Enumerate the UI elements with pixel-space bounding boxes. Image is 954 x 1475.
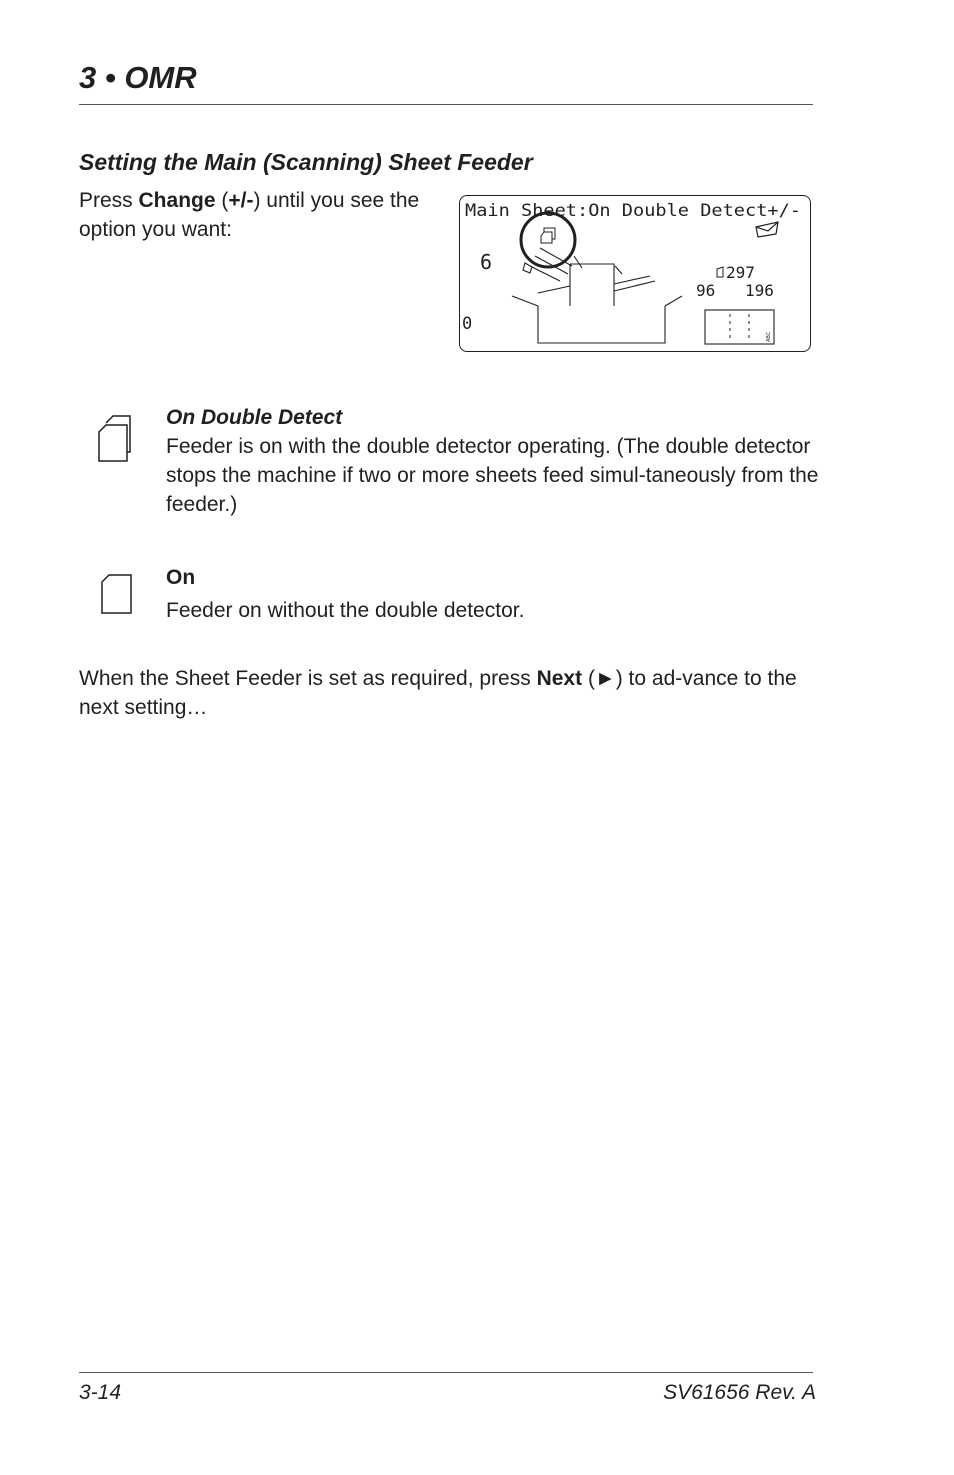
closing-post: ) to ad-vance to the next setting… [79, 667, 797, 719]
stacker-box [705, 310, 774, 344]
plus-minus-key-label: +/- [228, 189, 254, 212]
highlight-circle [521, 213, 575, 267]
stacker-dashes [730, 314, 749, 341]
page-number: 3-14 [79, 1381, 122, 1404]
option-description: Feeder on without the double detector. [166, 599, 525, 622]
lcd-display-illustration [459, 195, 811, 352]
closing-pre: When the Sheet Feeder is set as required, press [79, 667, 537, 690]
intro-post: ) until you see the option you want: [79, 189, 420, 241]
next-key-label: Next [536, 667, 583, 690]
play-arrow-icon: ► [594, 667, 616, 690]
lcd-count-left: 6 [480, 250, 493, 274]
single-sheet-icon [100, 573, 134, 615]
double-sheet-icon [97, 415, 133, 465]
lcd-count-bottom: 0 [462, 314, 473, 334]
intro-pre: Press [79, 189, 139, 212]
chapter-title: 3 • OMR [79, 60, 197, 95]
option-on [166, 563, 826, 625]
change-key-label: Change [138, 189, 216, 212]
closing-paragraph [79, 664, 799, 722]
option-title: On [166, 566, 196, 589]
header-rule [79, 104, 813, 105]
lcd-line1: Main Sheet:On Double Detect+/- [465, 201, 801, 221]
intro-paragraph [79, 186, 439, 244]
lcd-drawing [460, 196, 812, 353]
feeder-machine-drawing [512, 248, 682, 343]
sheet-small-icon [717, 267, 723, 277]
option-title: On Double Detect [166, 406, 343, 429]
closing-paren: ( [582, 667, 595, 690]
lcd-value-left: 96 [696, 281, 716, 300]
footer-rule [79, 1372, 813, 1373]
option-description: Feeder is on with the double detector operating. (The double detector stops the machine if two or more sheets feed simul-taneously from the feeder.) [166, 435, 819, 516]
document-reference: SV61656 Rev. A [663, 1381, 816, 1404]
envelope-icon [756, 222, 778, 237]
lcd-value-right: 196 [745, 281, 774, 300]
lcd-value-top: 297 [726, 263, 755, 282]
section-title: Setting the Main (Scanning) Sheet Feeder [79, 149, 533, 175]
intro-paren: ( [215, 189, 229, 212]
option-on-double-detect [166, 403, 826, 519]
double-sheet-highlight-icon [541, 228, 555, 243]
stacker-tiny-label: ABC [766, 331, 772, 342]
